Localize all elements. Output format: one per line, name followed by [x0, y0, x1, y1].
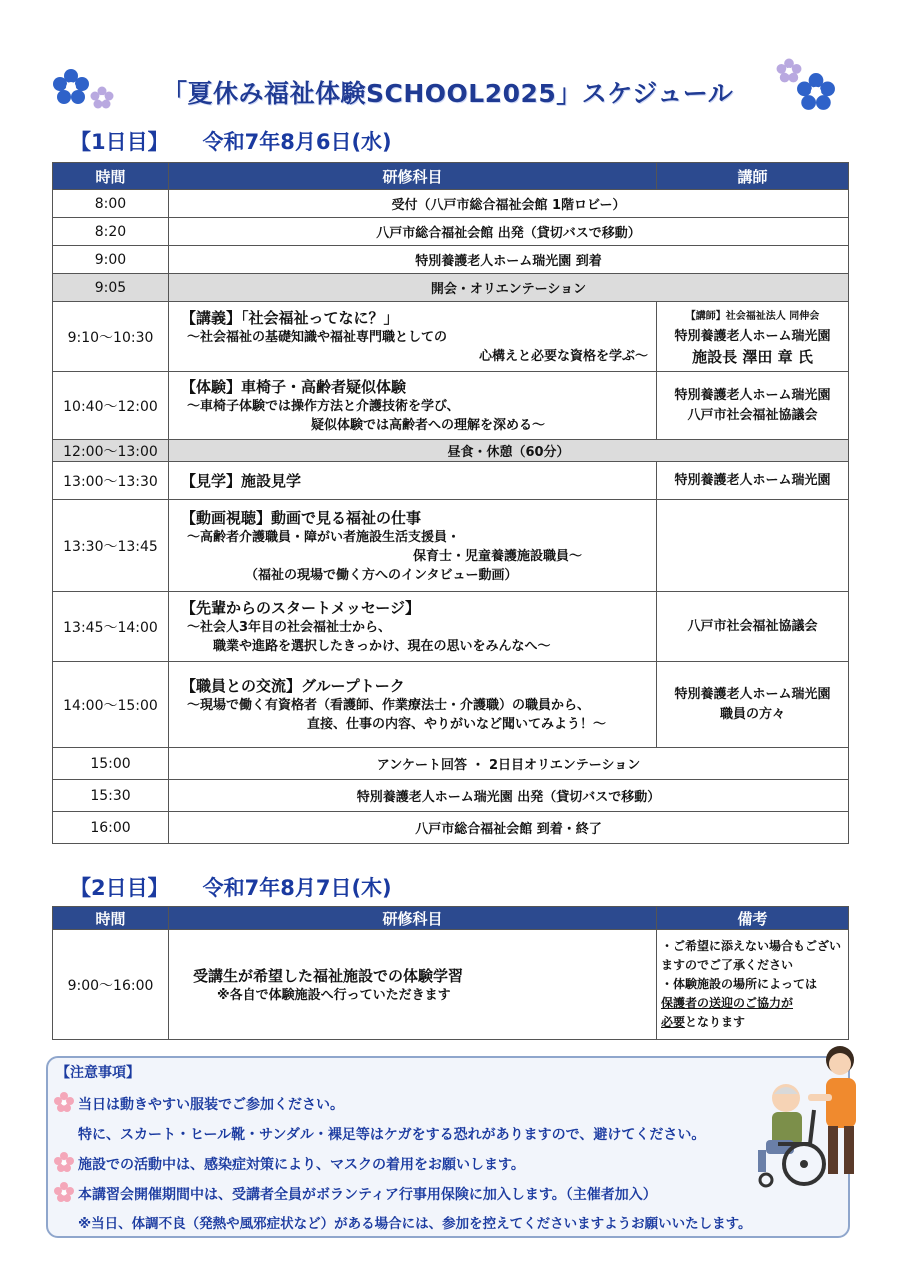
row-subject [169, 662, 657, 748]
table-row [53, 190, 849, 218]
row-subject: 特別養護老人ホーム瑞光園 出発（貸切バスで移動） [169, 780, 849, 812]
day1-schedule-table [52, 162, 849, 844]
day1-date: 令和7年8月6日(水) [202, 130, 392, 154]
row-time: 9:00～16:00 [53, 930, 169, 1040]
notice-line: 施設での活動中は、感染症対策により、マスクの着用をお願いします。 [78, 1157, 525, 1173]
row-time: 14:00～15:00 [53, 662, 169, 748]
header-subject: 研修科目 [169, 907, 657, 930]
instructor-line: 特別養護老人ホーム瑞光園 [674, 686, 831, 702]
table-row [53, 218, 849, 246]
row-subject: 八戸市総合福祉会館 到着・終了 [169, 812, 849, 844]
day2-heading [70, 872, 392, 902]
subject-desc: ～社会福祉の基礎知識や福祉専門職としての [187, 330, 448, 345]
notice-line: 本講習会開催期間中は、受講者全員がボランティア行事用保険に加入します。（主催者加入） [78, 1187, 657, 1203]
instructor-line: 職員の方々 [719, 706, 785, 722]
table-row [53, 440, 849, 462]
flower-icon [52, 68, 90, 106]
row-subject [169, 372, 657, 440]
instructor-line: 特別養護老人ホーム瑞光園 [674, 328, 831, 344]
row-subject: 開会・オリエンテーション [169, 274, 849, 302]
header-time: 時間 [53, 163, 169, 190]
subject-title: 受講生が希望した福祉施設での体験学習 [193, 966, 464, 985]
day2-date: 令和7年8月7日(木) [202, 876, 392, 900]
subject-desc: ～車椅子体験では操作方法と介護技術を学び、 [187, 399, 460, 414]
table-row [53, 930, 849, 1040]
note-line: となります [685, 1015, 746, 1029]
table-row [53, 812, 849, 844]
note-line: ・ご希望に添えない場合もございますのでご了承ください [661, 939, 842, 972]
table-row [53, 372, 849, 440]
subject-desc: 心構えと必要な資格を学ぶ～ [478, 349, 648, 364]
instructor-line: 八戸市社会福祉協議会 [687, 407, 818, 423]
flower-icon [90, 86, 114, 110]
subject-title: 【職員との交流】グループトーク [181, 677, 405, 695]
subject-desc: （福祉の現場で働く方へのインタビュー動画） [245, 567, 518, 583]
subject-title: 【体験】車椅子・高齢者疑似体験 [181, 378, 407, 396]
row-instructor [657, 662, 849, 748]
subject-title: 【見学】施設見学 [181, 472, 302, 490]
row-subject: 八戸市総合福祉会館 出発（貸切バスで移動） [169, 218, 849, 246]
page-title: 「夏休み福祉体験SCHOOL2025」スケジュール [162, 79, 734, 108]
row-time: 8:20 [53, 218, 169, 246]
table-row [53, 748, 849, 780]
subject-desc: 職業や進路を選択したきっかけ、現在の思いをみんなへ～ [213, 639, 551, 654]
notice-box [46, 1056, 850, 1238]
row-time: 10:40～12:00 [53, 372, 169, 440]
row-time: 9:10～10:30 [53, 302, 169, 372]
subject-desc: 保育士・児童養護施設職員～ [413, 548, 583, 564]
row-subject [169, 592, 657, 662]
notice-line: ※当日、体調不良（発熱や風邪症状など）がある場合には、参加を控えてくださいますようお願いいたします。 [78, 1216, 752, 1232]
row-subject: 昼食・休憩（60分） [169, 440, 849, 462]
row-instructor [657, 500, 849, 592]
day1-label: 【1日目】 [70, 130, 169, 154]
row-subject [169, 500, 657, 592]
row-subject: 特別養護老人ホーム瑞光園 到着 [169, 246, 849, 274]
subject-desc: 直接、仕事の内容、やりがいなど聞いてみよう！～ [307, 717, 607, 732]
subject-title: 【講義】「社会福祉ってなに？」 [181, 309, 399, 327]
row-time: 15:00 [53, 748, 169, 780]
row-time: 15:30 [53, 780, 169, 812]
subject-desc: ※各自で体験施設へ行っていただきます [217, 987, 451, 1003]
row-subject [169, 462, 657, 500]
row-notes [657, 930, 849, 1040]
subject-desc: ～現場で働く有資格者（看護師、作業療法士・介護職）の職員から、 [187, 698, 591, 713]
instructor-line: 特別養護老人ホーム瑞光園 [674, 387, 831, 403]
row-instructor: 八戸市社会福祉協議会 [657, 592, 849, 662]
title-banner [50, 64, 854, 116]
table-row [53, 462, 849, 500]
day2-label: 【2日目】 [70, 876, 169, 900]
row-time: 8:00 [53, 190, 169, 218]
table-row [53, 780, 849, 812]
day2-schedule-table [52, 906, 849, 1040]
table-row [53, 592, 849, 662]
flower-icon [796, 72, 836, 112]
row-time: 13:45～14:00 [53, 592, 169, 662]
subject-desc: 疑似体験では高齢者への理解を深める～ [311, 418, 546, 433]
row-time: 12:00～13:00 [53, 440, 169, 462]
day1-heading [70, 126, 392, 156]
row-time: 9:05 [53, 274, 169, 302]
row-subject [169, 302, 657, 372]
row-subject: 受付（八戸市総合福祉会館 1階ロビー） [169, 190, 849, 218]
subject-desc: ～高齢者介護職員・障がい者施設生活支援員・ [187, 529, 461, 545]
row-instructor: 特別養護老人ホーム瑞光園 [657, 462, 849, 500]
table-header-row [53, 163, 849, 190]
row-time: 13:30～13:45 [53, 500, 169, 592]
table-row [53, 500, 849, 592]
table-row [53, 662, 849, 748]
row-time: 9:00 [53, 246, 169, 274]
row-time: 16:00 [53, 812, 169, 844]
header-instructor: 講師 [657, 163, 849, 190]
notice-line: 特に、スカート・ヒール靴・サンダル・裸足等はケガをする恐れがありますので、避けてください。 [78, 1127, 706, 1143]
instructor-org: 【講師】社会福祉法人 同伸会 [685, 310, 820, 322]
row-subject: アンケート回答 ・ 2日目オリエンテーション [169, 748, 849, 780]
header-notes: 備考 [657, 907, 849, 930]
table-header-row [53, 907, 849, 930]
note-line: ・体験施設の場所によっては [661, 977, 818, 991]
notice-line: 当日は動きやすい服装でご参加ください。 [78, 1097, 344, 1113]
flower-bullet-icon [54, 1152, 74, 1172]
subject-desc: ～社会人3年目の社会福祉士から、 [187, 620, 392, 635]
instructor-name: 施設長 澤田 章 氏 [692, 347, 813, 366]
flower-bullet-icon [54, 1182, 74, 1202]
row-instructor [657, 372, 849, 440]
table-row [53, 246, 849, 274]
note-underline: 保護者の送迎のご協力が [661, 996, 794, 1010]
row-subject [169, 930, 657, 1040]
row-instructor [657, 302, 849, 372]
header-subject: 研修科目 [169, 163, 657, 190]
notice-title: 【注意事項】 [56, 1065, 140, 1081]
table-row [53, 274, 849, 302]
flower-bullet-icon [54, 1092, 74, 1112]
header-time: 時間 [53, 907, 169, 930]
note-underline: 必要 [661, 1015, 686, 1029]
subject-title: 【動画視聴】動画で見る福祉の仕事 [181, 508, 422, 527]
subject-title: 【先輩からのスタートメッセージ】 [181, 599, 420, 617]
table-row [53, 302, 849, 372]
caregiver-wheelchair-illustration [748, 1040, 878, 1190]
row-time: 13:00～13:30 [53, 462, 169, 500]
